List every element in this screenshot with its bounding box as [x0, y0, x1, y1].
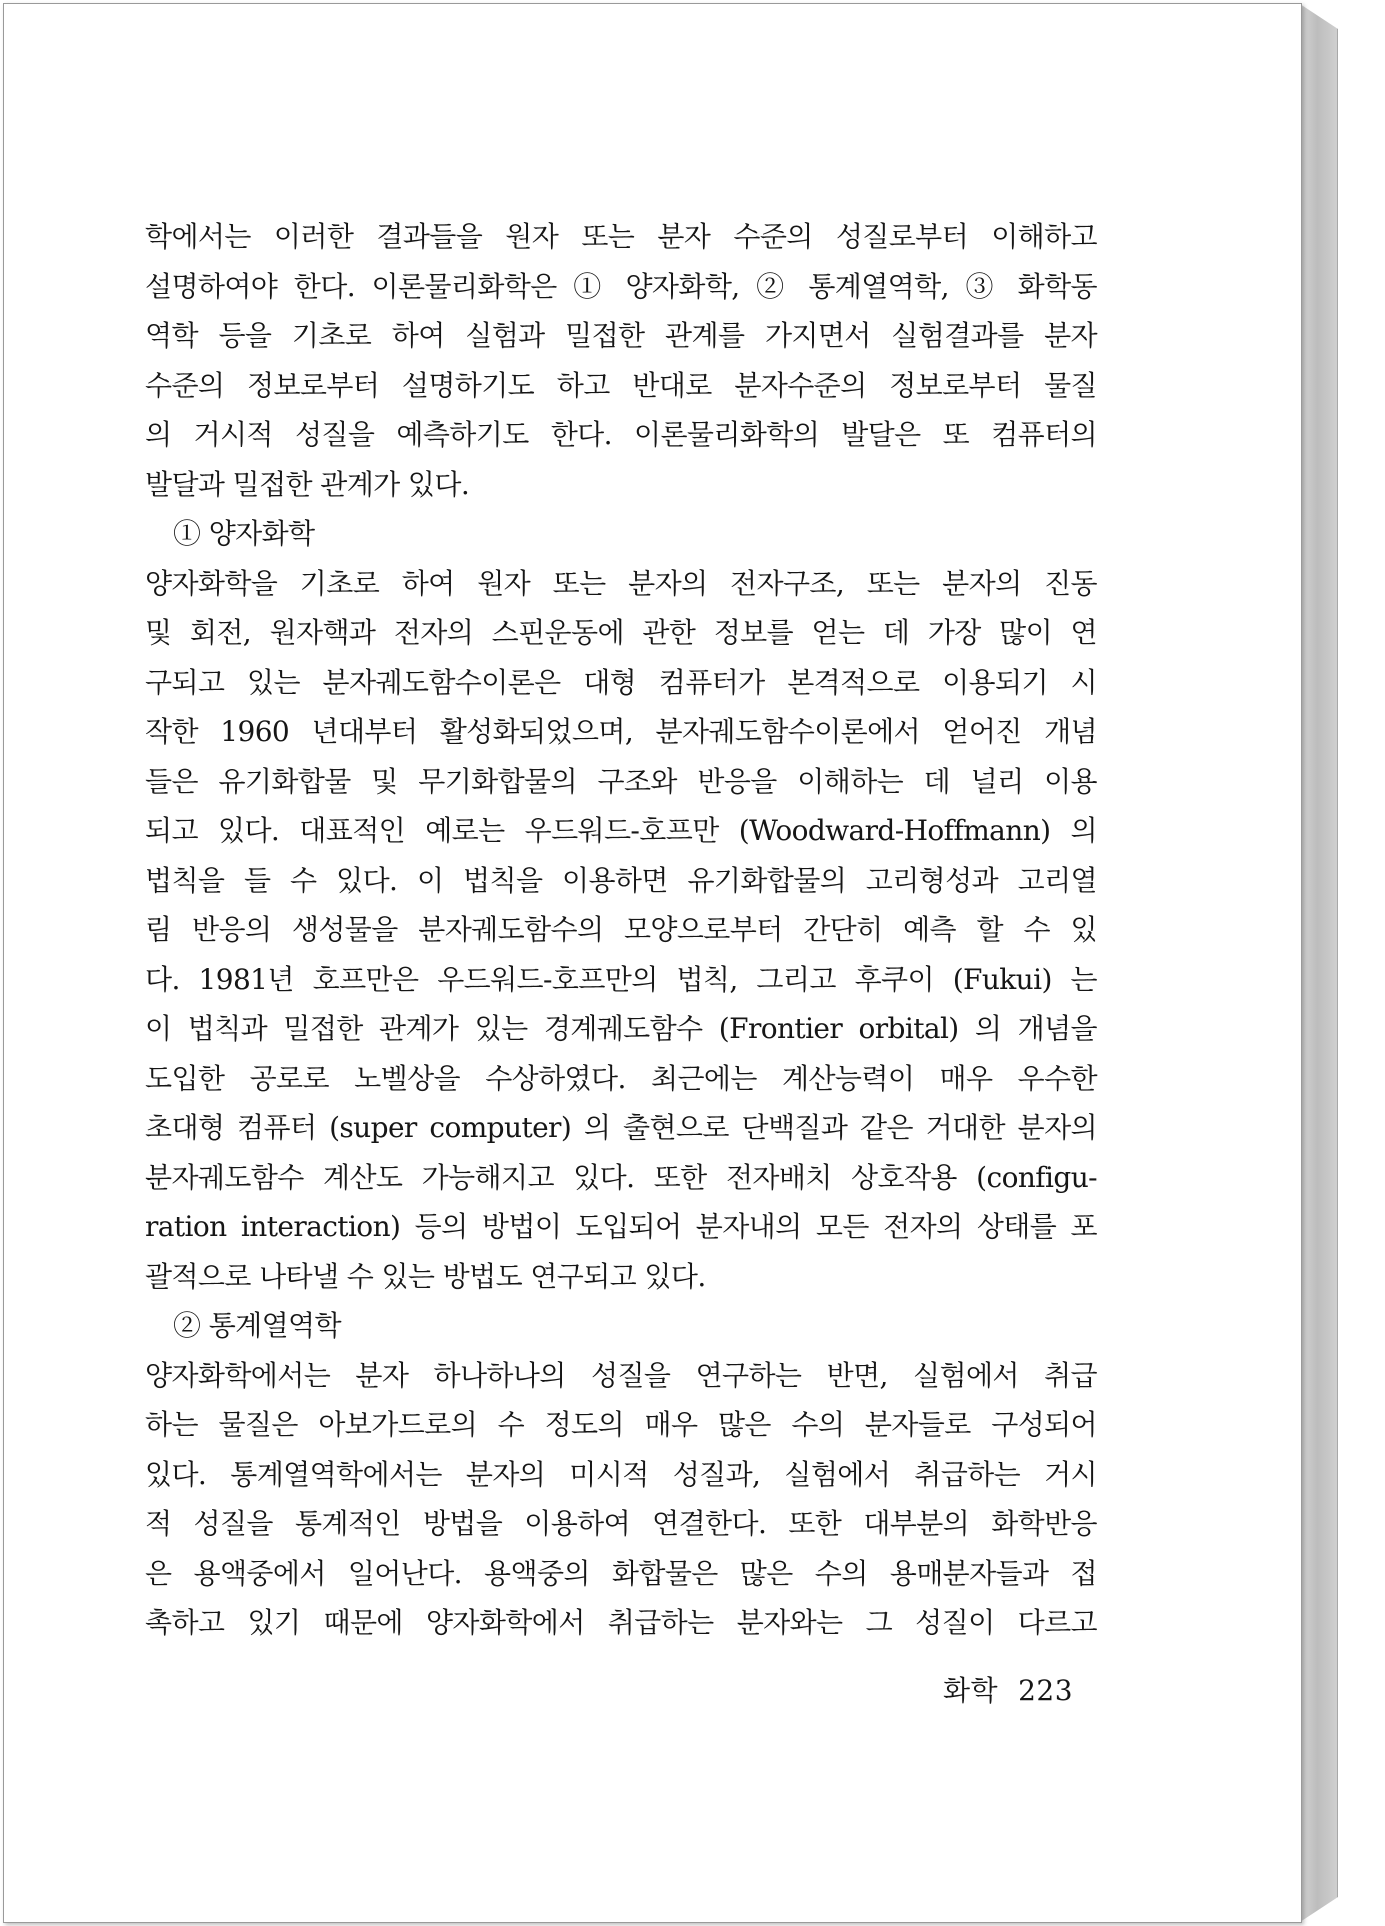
page-edges	[1300, 4, 1338, 1922]
book-page	[3, 3, 1302, 1923]
section-heading-quantum-chemistry: ① 양자화학	[173, 517, 315, 550]
statistical-line-3: 있다. 통계열역학에서는 분자의 미시적 성질과, 실험에서 취급하는 거시	[145, 1457, 1097, 1491]
intro-line-4: 수준의 정보로부터 설명하기도 하고 반대로 분자수준의 정보로부터 물질	[145, 368, 1097, 402]
page-number: 223	[1018, 1674, 1074, 1707]
quantum-line-10: 이 법칙과 밀접한 관계가 있는 경계궤도함수 (Frontier orbital) 의 개념을	[145, 1012, 1097, 1045]
intro-line-6: 발달과 밀접한 관계가 있다.	[145, 467, 470, 501]
intro-line-5: 의 거시적 성질을 예측하기도 한다. 이론물리화학의 발달은 또 컴퓨터의	[145, 418, 1097, 451]
quantum-line-11: 도입한 공로로 노벨상을 수상하였다. 최근에는 계산능력이 매우 우수한	[145, 1061, 1097, 1095]
intro-line-2: 설명하여야 한다. 이론물리화학은 ① 양자화학, ② 통계열역학, ③ 화학동	[145, 269, 1097, 303]
quantum-line-9: 다. 1981년 호프만은 우드워드-호프만의 법칙, 그리고 후쿠이 (Fukui) 는	[145, 962, 1097, 996]
statistical-line-6: 촉하고 있기 때문에 양자화학에서 취급하는 분자와는 그 성질이 다르고	[145, 1606, 1097, 1639]
statistical-line-1: 양자화학에서는 분자 하나하나의 성질을 연구하는 반면, 실험에서 취급	[145, 1358, 1097, 1392]
quantum-line-4: 작한 1960 년대부터 활성화되었으며, 분자궤도함수이론에서 얻어진 개념	[145, 715, 1097, 748]
quantum-line-12: 초대형 컴퓨터 (super computer) 의 출현으로 단백질과 같은 거대한 분자의	[145, 1111, 1097, 1144]
quantum-line-8: 림 반응의 생성물을 분자궤도함수의 모양으로부터 간단히 예측 할 수 있	[145, 913, 1097, 946]
statistical-line-4: 적 성질을 통계적인 방법을 이용하여 연결한다. 또한 대부분의 화학반응	[145, 1507, 1097, 1540]
intro-line-1: 학에서는 이러한 결과들을 원자 또는 분자 수준의 성질로부터 이해하고	[145, 220, 1097, 253]
quantum-line-7: 법칙을 들 수 있다. 이 법칙을 이용하면 유기화합물의 고리형성과 고리열	[145, 863, 1097, 897]
statistical-line-5: 은 용액중에서 일어난다. 용액중의 화합물은 많은 수의 용매분자들과 접	[145, 1556, 1097, 1590]
quantum-line-3: 구되고 있는 분자궤도함수이론은 대형 컴퓨터가 본격적으로 이용되기 시	[145, 665, 1097, 699]
section-heading-statistical-thermodynamics: ② 통계열역학	[173, 1309, 341, 1342]
quantum-line-14: ration interaction) 등의 방법이 도입되어 분자내의 모든 전자의 상태를 포	[145, 1210, 1097, 1243]
quantum-line-1: 양자화학을 기초로 하여 원자 또는 분자의 전자구조, 또는 분자의 진동	[145, 566, 1097, 600]
quantum-line-13: 분자궤도함수 계산도 가능해지고 있다. 또한 전자배치 상호작용 (configu-	[145, 1160, 1097, 1194]
intro-line-3: 역학 등을 기초로 하여 실험과 밀접한 관계를 가지면서 실험결과를 분자	[145, 319, 1097, 352]
statistical-line-2: 하는 물질은 아보가드로의 수 정도의 매우 많은 수의 분자들로 구성되어	[145, 1408, 1097, 1441]
running-head: 화학	[943, 1674, 999, 1707]
quantum-line-15: 괄적으로 나타낼 수 있는 방법도 연구되고 있다.	[145, 1259, 706, 1293]
quantum-line-2: 및 회전, 원자핵과 전자의 스핀운동에 관한 정보를 얻는 데 가장 많이 연	[145, 616, 1097, 649]
quantum-line-6: 되고 있다. 대표적인 예로는 우드워드-호프만 (Woodward-Hoffmann) 의	[145, 814, 1097, 847]
quantum-line-5: 들은 유기화합물 및 무기화합물의 구조와 반응을 이해하는 데 널리 이용	[145, 764, 1097, 798]
page-footer	[943, 1669, 1073, 1709]
